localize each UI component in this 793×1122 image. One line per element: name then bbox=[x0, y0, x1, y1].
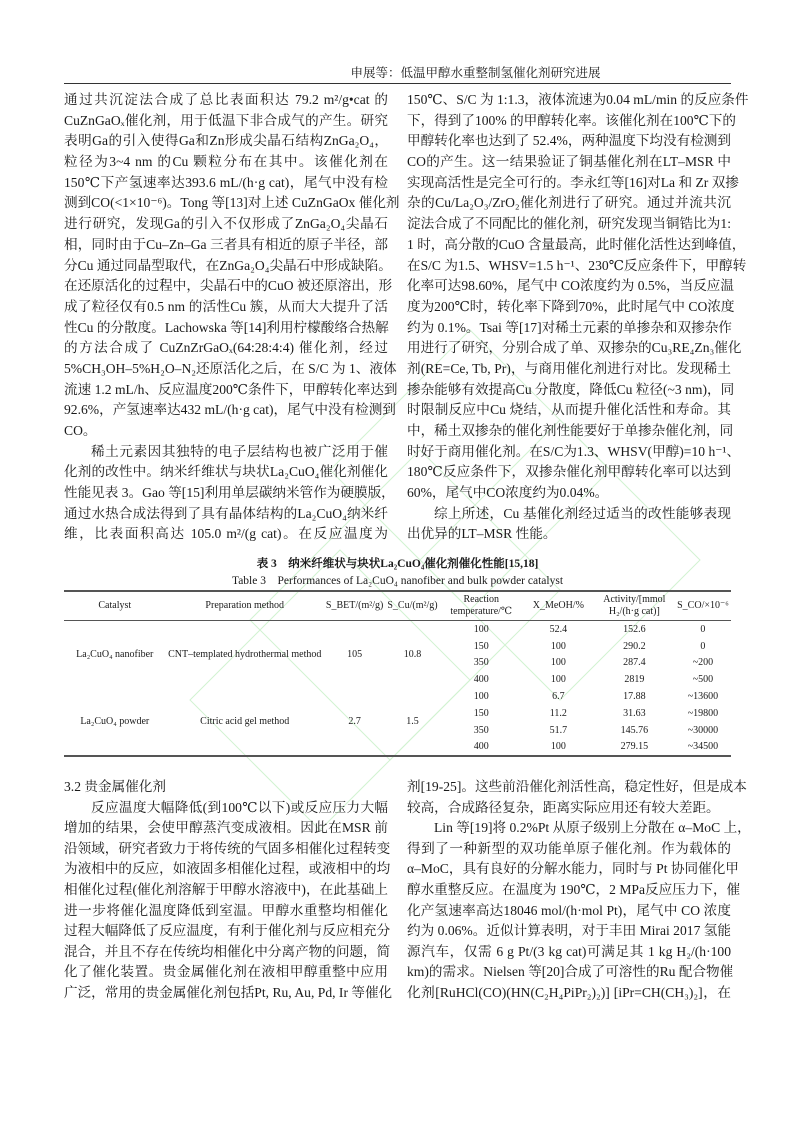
text-line: 广泛，常用的贵金属催化剂包括Pt, Ru, Au, Pd, Ir 等催化 bbox=[64, 984, 393, 1000]
text-line: 化率可达98.60%，尾气中 CO浓度约为 0.5%，当反应温 bbox=[407, 278, 734, 294]
method-cell: Citric acid gel method bbox=[200, 716, 290, 728]
table-cell: 52.4 bbox=[549, 623, 568, 635]
text-line: 得到了一种新型的双功能单原子催化剂。作为载体的 bbox=[407, 840, 731, 856]
table-header-row bbox=[64, 591, 731, 621]
table-cell: 6.7 bbox=[552, 691, 565, 703]
column-header: S_BET/(m²/g) bbox=[324, 591, 385, 621]
text-line: 180℃反应条件下，双掺杂催化剂甲醇转化率可以达到 bbox=[407, 464, 731, 480]
paragraph bbox=[64, 90, 400, 442]
text-line: 剂(RE=Ce, Tb, Pr)，与商用催化剂进行对比。发现稀土 bbox=[407, 360, 731, 376]
column-header: Catalyst bbox=[64, 591, 166, 621]
text-line: 分Cu 通过同晶型取代，在ZnGa₂O₄尖晶石中形成缺陷。 bbox=[64, 257, 392, 273]
text-line: 相，同时由于Cu–Zn–Ga 三者具有相近的原子半径，部 bbox=[64, 236, 388, 252]
text-line: 的方法合成了 CuZnZrGaOₓ(64:28:4:4) 催化剂，经过 bbox=[64, 340, 388, 356]
text-line: CuZnGaOₓ催化剂，用于低温下非合成气的产生。研究 bbox=[64, 112, 388, 128]
paragraph bbox=[64, 442, 395, 545]
table-cell: 100 bbox=[473, 691, 489, 703]
text-line: 甲醇转化率也达到了 52.4%，两种温度下均没有检测到 bbox=[407, 133, 731, 149]
table-cell: 17.88 bbox=[623, 691, 646, 703]
text-line: 性能见表 3。Gao 等[15]利用单层碳纳米管作为硬膜版， bbox=[64, 485, 395, 501]
table-cell: 150 bbox=[473, 640, 489, 652]
text-line: 约为 0.1%。Tsai 等[17]对稀土元素的单掺杂和双掺杂作 bbox=[407, 319, 732, 335]
method-cell: CNT–templated hydrothermal method bbox=[168, 649, 322, 661]
paragraph bbox=[64, 798, 393, 1004]
table-row bbox=[64, 621, 731, 638]
text-line: 流速 1.2 mL/h、反应温度200℃条件下，甲醇转化率达到 bbox=[64, 381, 398, 397]
table-cell: 400 bbox=[473, 741, 489, 753]
text-line: 化剂[RuHCl(CO)(HN(C₂H₄PiPr₂)₂)] [iPr=CH(CH₃)₂]，在 bbox=[407, 984, 731, 1000]
column-header: X_MeOH/% bbox=[523, 591, 594, 621]
column-header: S_CO/×10⁻⁶ bbox=[675, 591, 731, 621]
text-line: 150℃、S/C 为 1:1.3，液体流速为0.04 mL/min 的反应条件 bbox=[407, 92, 749, 107]
running-title: 申展等：低温甲醇水重整制氢催化剂研究进展 bbox=[350, 66, 601, 80]
text-line: 维，比表面积高达 105.0 m²/(g cat)。在反应温度为 bbox=[64, 526, 388, 542]
table-cell: ~34500 bbox=[687, 741, 719, 753]
text-line: 通过水热合成法得到了具有晶体结构的La₂CuO₄纳米纤 bbox=[64, 505, 388, 521]
table-cell: 100 bbox=[550, 674, 566, 686]
scu-cell: 10.8 bbox=[403, 649, 422, 661]
table-caption-en: Table 3 Performances of La₂CuO₄ nanofiber and bulk powder catalyst bbox=[231, 575, 564, 587]
text-line: 反应温度大幅降低(到100℃以下)或反应压力大幅 bbox=[91, 799, 388, 815]
table-cell: 11.2 bbox=[549, 707, 567, 719]
text-line: 化剂的改性中。纳米纤维状与块状La₂CuO₄催化剂催化 bbox=[64, 464, 388, 480]
right-column-top bbox=[407, 90, 749, 545]
text-line: 实现高活性是完全可行的。李永红等[16]对La 和 Zr 双掺 bbox=[407, 174, 739, 190]
text-line: 过程大幅降低了反应温度，有利于催化剂与反应相充分 bbox=[64, 923, 391, 939]
table-cell: 100 bbox=[550, 741, 566, 753]
text-line: 较高，合成路径复杂，距离实际应用还有较大差距。 bbox=[407, 799, 720, 815]
paragraph bbox=[407, 504, 731, 545]
text-line: 性Cu 的分散度。Lachowska 等[14]利用柠檬酸络合热解 bbox=[64, 319, 389, 335]
table-cell: ~19800 bbox=[687, 707, 719, 719]
text-line: 时限制反应中Cu 烧结，从而提升催化活性和寿命。其 bbox=[407, 402, 731, 418]
running-header bbox=[64, 63, 731, 84]
text-line: 中，稀土双掺杂的催化剂性能要好于单掺杂催化剂，同 bbox=[407, 423, 734, 438]
text-line: α–MoC，具有良好的分解水能力，同时与 Pt 协同催化甲 bbox=[407, 861, 739, 877]
text-line: 剂[19-25]。这些前沿催化剂活性高，稳定性好，但是成本 bbox=[407, 779, 747, 794]
column-header: Preparation method bbox=[166, 591, 324, 621]
text-line: 源汽车，仅需 6 g Pt/(3 kg cat)可满足其 1 kg H₂/(h·100 bbox=[407, 943, 731, 959]
table-cell: 51.7 bbox=[549, 724, 568, 736]
left-column-top bbox=[64, 90, 400, 545]
section-heading: 3.2 贵金属催化剂 bbox=[64, 779, 166, 794]
text-line: 成了粒径仅有0.5 nm 的活性Cu 簇，从而大大提升了活 bbox=[64, 298, 388, 314]
text-line: 稀土元素因其独特的电子层结构也被广泛用于催 bbox=[91, 443, 388, 459]
table-cell: ~200 bbox=[692, 657, 714, 669]
left-column-bottom bbox=[64, 777, 393, 1004]
text-line: 综上所述，Cu 基催化剂经过适当的改性能够表现 bbox=[434, 505, 731, 521]
performance-table bbox=[64, 590, 731, 757]
table-cell: 150 bbox=[473, 707, 489, 719]
right-column-bottom bbox=[407, 777, 751, 1004]
table-cell: 0 bbox=[700, 623, 706, 635]
text-line: 沿领域，研究者致力于将传统的气固多相催化过程转变 bbox=[64, 840, 391, 856]
text-line: 混合，并且不存在传统均相催化中分离产物的问题，简 bbox=[64, 943, 391, 959]
table-cell: 350 bbox=[473, 724, 489, 736]
table-cell: 287.4 bbox=[623, 657, 646, 669]
sbet-cell: 105 bbox=[347, 649, 363, 661]
table-cell: 152.6 bbox=[623, 623, 646, 635]
table-cell: 350 bbox=[473, 657, 489, 669]
text-line: CO的产生。这一结果验证了铜基催化剂在LT–MSR 中 bbox=[407, 154, 731, 170]
text-line: 粒径为3~4 nm 的Cu 颗粒分布在其中。该催化剂在 bbox=[64, 154, 388, 170]
text-line: km)的需求。Nielsen 等[20]合成了可溶性的Ru 配合物催 bbox=[407, 964, 734, 980]
text-line: 出优异的LT–MSR 性能。 bbox=[407, 526, 557, 542]
sbet-cell: 2.7 bbox=[348, 716, 361, 728]
scu-cell: 1.5 bbox=[406, 716, 419, 728]
text-line: 在S/C 为1.5、WHSV=1.5 h⁻¹、230℃反应条件下，甲醇转 bbox=[407, 257, 747, 273]
catalyst-cell: La₂CuO₄ powder bbox=[80, 716, 150, 728]
table-cell: ~500 bbox=[692, 674, 714, 686]
table-cell: ~13600 bbox=[687, 691, 719, 703]
text-line: 为液相中的反应，如液固多相催化过程，或液相中的均 bbox=[64, 861, 391, 877]
column-header: Activity/[mmol H₂/(h·g cat)] bbox=[594, 591, 675, 621]
text-line: 醇水重整反应。在温度为 190℃，2 MPa反应压力下，催 bbox=[407, 881, 741, 897]
table-cell: 100 bbox=[473, 623, 489, 635]
text-line: 化产氢速率高达18046 mol/(h·mol Pt)，尾气中 CO 浓度 bbox=[407, 902, 731, 918]
text-line: 在还原活化的过程中，尖晶石中的CuO 被还原溶出，形 bbox=[64, 278, 393, 294]
text-line: 通过共沉淀法合成了总比表面积达 79.2 m²/g•cat 的 bbox=[64, 92, 388, 107]
text-line: 增加的结果，会使甲醇蒸汽变成液相。因此在MSR 前 bbox=[64, 820, 388, 836]
text-line: 表明Ga的引入使得Ga和Zn形成尖晶石结构ZnGa₂O₄， bbox=[64, 133, 388, 149]
table-cell: 145.76 bbox=[620, 724, 649, 736]
text-line: CO。 bbox=[64, 423, 97, 438]
text-line: 进行研究，发现Ga的引入不仅形成了ZnGa₂O₄尖晶石 bbox=[64, 216, 388, 232]
table-cell: 100 bbox=[550, 657, 566, 669]
paragraph bbox=[407, 90, 749, 504]
table-cell: 279.15 bbox=[620, 741, 649, 753]
table-cell: 2819 bbox=[624, 674, 645, 686]
table-cell: 290.2 bbox=[623, 640, 646, 652]
table-row bbox=[64, 688, 731, 705]
paragraph bbox=[407, 818, 751, 1003]
text-line: 相催化过程(催化剂溶解于甲醇水溶液中)，在此基础上 bbox=[64, 881, 388, 897]
text-line: 150℃下产氢速率达393.6 mL/(h·g cat)，尾气中没有检 bbox=[64, 174, 388, 190]
paragraph bbox=[407, 777, 747, 818]
text-line: 下，得到了100% 的甲醇转化率。该催化剂在100℃下的 bbox=[407, 112, 736, 128]
text-line: 约为 0.06%。近似计算表明，对于丰田 Mirai 2017 氢能 bbox=[407, 923, 731, 939]
text-line: 测到CO(<1×10⁻⁶)。Tong 等[13]对上述 CuZnGaOx 催化剂 bbox=[64, 195, 400, 211]
table-cell: 400 bbox=[473, 674, 489, 686]
text-line: 掺杂能够有效提高Cu 分散度，降低Cu 粒径(~3 nm)，同 bbox=[407, 381, 735, 397]
table-cell: 31.63 bbox=[623, 707, 646, 719]
text-line: 度为200℃时，转化率下降到70%，此时尾气中 CO浓度 bbox=[407, 298, 735, 314]
text-line: 杂的Cu/La₂O₃/ZrO₂催化剂进行了研究。通过并流共沉 bbox=[407, 195, 731, 211]
table-cell: 0 bbox=[700, 640, 706, 652]
catalyst-cell: La₂CuO₄ nanofiber bbox=[76, 649, 154, 661]
column-header: Reaction temperature/℃ bbox=[440, 591, 523, 621]
text-line: 1 时，高分散的CuO 含量最高，此时催化活性达到峰值， bbox=[407, 236, 746, 252]
text-line: 60%，尾气中CO浓度约为0.04%。 bbox=[407, 485, 609, 501]
table-cell: 100 bbox=[550, 640, 566, 652]
column-header: S_Cu/(m²/g) bbox=[385, 591, 439, 621]
text-line: 用进行了研究，分别合成了单、双掺杂的Cu₃RE₄Zn₃催化 bbox=[407, 340, 742, 356]
text-line: 化了催化装置。贵金属催化剂在液相甲醇重整中应用 bbox=[64, 964, 388, 980]
table-cell: ~30000 bbox=[687, 724, 719, 736]
text-line: Lin 等[19]将 0.2%Pt 从原子级别上分散在 α–MoC 上， bbox=[434, 820, 751, 836]
text-line: 淀法合成了不同配比的催化剂，研究发现当铜锆比为1: bbox=[407, 216, 731, 232]
text-line: 5%CH₃OH–5%H₂O–N₂还原活化之后，在 S/C 为 1、液体 bbox=[64, 360, 397, 376]
table-caption-cn: 表 3 纳米纤维状与块状La₂CuO₄催化剂催化性能[15,18] bbox=[256, 558, 539, 570]
text-line: 进一步将催化温度降低到室温。甲醇水重整均相催化 bbox=[64, 902, 388, 918]
text-line: 时好于商用催化剂。在S/C为1.3、WHSV(甲醇)=10 h⁻¹、 bbox=[407, 443, 741, 459]
text-line: 92.6%，产氢速率达432 mL/(h·g cat)，尾气中没有检测到 bbox=[64, 402, 396, 418]
